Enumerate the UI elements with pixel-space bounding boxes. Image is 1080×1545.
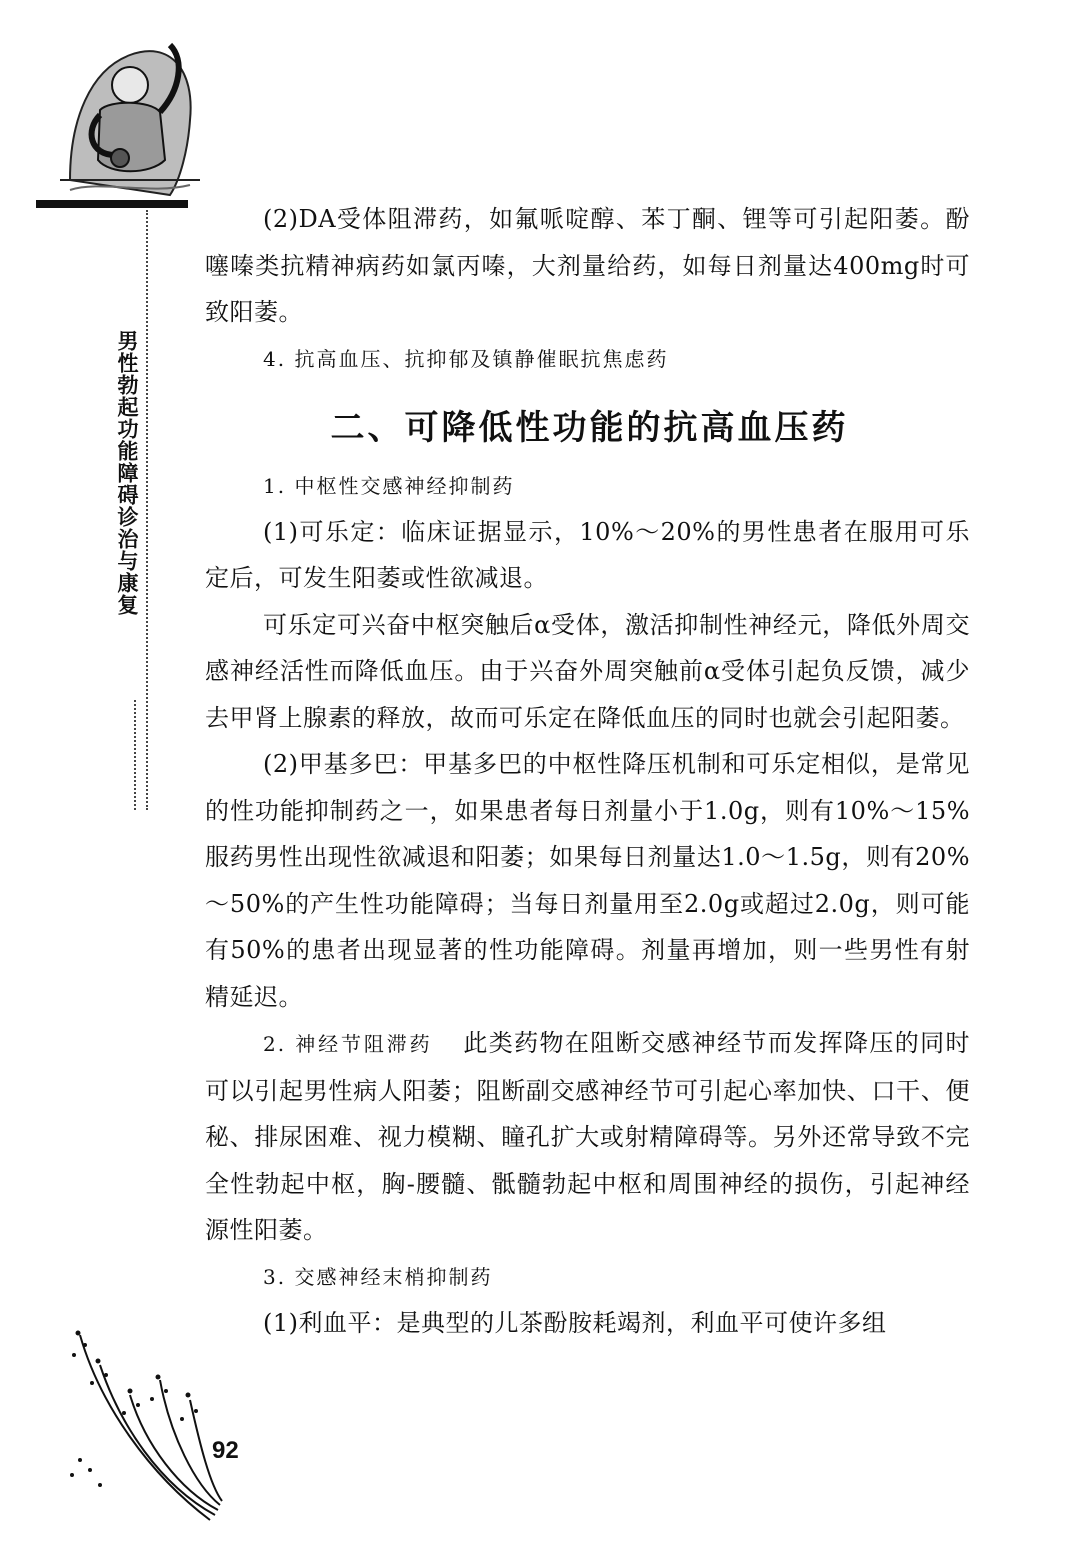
section-heading: 二、可降低性功能的抗高血压药 (330, 407, 849, 448)
page-body (205, 196, 970, 1346)
subheading-ganglion-blockers: 2. 神经节阻滞药 (263, 1032, 433, 1056)
grass-decoration-icon (60, 1325, 230, 1525)
sidebar-dotted-rule (146, 210, 148, 810)
running-book-title: 男性勃起功能障碍诊治与康复 (115, 330, 139, 616)
paragraph-clonidine-mechanism: 可乐定可兴奋中枢突触后α受体，激活抑制性神经元，降低外周交感神经活性而降低血压。由于兴奋外周突触前α受体引起负反馈，减少去甲肾上腺素的释放，故而可乐定在降低血压的同时也就会引起阳萎。 (205, 610, 970, 732)
page-number: 92 (212, 1437, 239, 1464)
paragraph-da-blockers: (2)DA受体阻滞药，如氟哌啶醇、苯丁酮、锂等可引起阳萎。酚噻嗪类抗精神病药如氯丙嗪，大剂量给药，如每日剂量达400mg时可致阳萎。 (205, 205, 970, 326)
sidebar-top-rule (36, 200, 188, 208)
list-item-4: 4. 抗高血压、抗抑郁及镇静催眠抗焦虑药 (263, 346, 669, 371)
paragraph-methyldopa: (2)甲基多巴：甲基多巴的中枢性降压机制和可乐定相似，是常见的性功能抑制药之一，如果患者每日剂量小于1.0g，则有10%～15%服药男性出现性欲减退和阳萎；如果每日剂量达1.0～1.5g，则有20%～50%的产生性功能障碍；当每日剂量用至2.0g或超过2.0g，则可能有50%的患者出现显著的性功能障碍。剂量再增加，则一些男性有射精延迟。 (205, 750, 970, 1011)
sidebar-dotted-rule-secondary (134, 700, 136, 810)
subheading-central-sympatholytics: 1. 中枢性交感神经抑制药 (263, 473, 515, 498)
paragraph-clonidine: (1)可乐定：临床证据显示，10%～20%的男性患者在服用可乐定后，可发生阳萎或性欲减退。 (205, 517, 970, 592)
subheading-peripheral-sympatholytics: 3. 交感神经末梢抑制药 (263, 1264, 493, 1289)
paragraph-ganglion-blockers-text: 此类药物在阻断交感神经节而发挥降压的同时可以引起男性病人阳萎；阻断副交感神经节可引起心率加快、口干、便秘、排尿困难、视力模糊、瞳孔扩大或射精障碍等。另外还常导致不完全性勃起中枢，胸-腰髓、骶髓勃起中枢和周围神经的损伤，引起神经源性阳萎。 (205, 1029, 970, 1244)
strongman-illustration-icon (60, 30, 200, 200)
paragraph-ganglion-blockers (205, 1020, 970, 1254)
paragraph-reserpine: (1)利血平：是典型的儿茶酚胺耗竭剂，利血平可使许多组 (263, 1308, 887, 1337)
